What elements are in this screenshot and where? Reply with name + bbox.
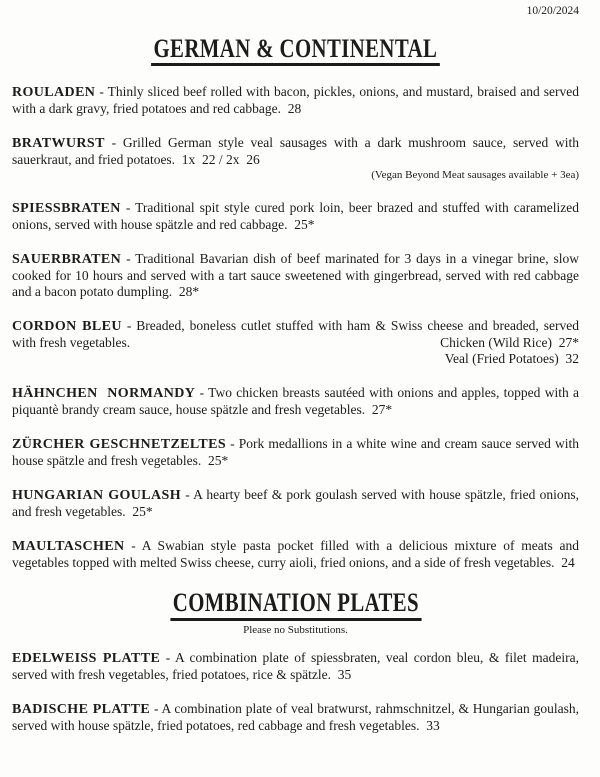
price-option-chicken: Chicken (Wild Rice) 27* xyxy=(440,335,579,351)
menu-item-cordon-bleu xyxy=(12,318,579,367)
price-option-veal: Veal (Fried Potatoes) 32 xyxy=(444,351,579,367)
menu-item-edelweiss-platte xyxy=(12,650,579,683)
item-description: - A combination plate of spiessbraten, veal cordon bleu, & filet madeira, served with fresh vegetables, fried potatoes, rice & spätzle. 35 xyxy=(12,649,580,682)
item-name: EDELWEISS PLATTE xyxy=(12,650,161,666)
section-title-combination-plates: COMBINATION PLATES xyxy=(170,589,421,620)
item-name: BADISCHE PLATTE xyxy=(12,701,151,717)
item-name: CORDON BLEU xyxy=(12,319,122,335)
item-description: - Breaded, boneless cutlet stuffed with ham & Swiss cheese and breaded, served with fresh vegetables. xyxy=(12,318,580,351)
menu-date: 10/20/2024 xyxy=(526,5,579,17)
menu-item-rouladen xyxy=(12,84,579,117)
item-name: HUNGARIAN GOULASH xyxy=(12,488,182,504)
item-description: - Traditional spit style cured pork loin, beer brazed and stuffed with caramelized onions, served with house spätzle and red cabbage. 25* xyxy=(12,200,579,233)
menu-item-bratwurst xyxy=(12,135,579,182)
menu-item-maultaschen xyxy=(12,538,579,571)
menu-item-haehnchen-normandy xyxy=(12,385,579,418)
item-name: HÄHNCHEN NORMANDY xyxy=(12,386,196,402)
item-description: - Two chicken breasts sautéed with onions and apples, topped with a piquantè brandy cream sauce, house spätzle and fresh vegetables. 27* xyxy=(12,385,580,418)
menu-item-sauerbraten xyxy=(12,251,579,300)
menu-item-badische-platte xyxy=(12,701,579,734)
item-description: - Traditional Bavarian dish of beef marinated for 3 days in a vinegar brine, slow cooked for 10 hours and served with a tart sauce sweetened with gingerbread, served with red cabbage and a bacon potato dumpling. 28* xyxy=(12,251,579,300)
item-description: - Thinly sliced beef rolled with bacon, pickles, onions, and mustard, braised and served with a dark gravy, fried potatoes and red cabbage. 28 xyxy=(12,84,579,117)
item-description: - A combination plate of veal bratwurst, rahmschnitzel, & Hungarian goulash, served with house spätzle, fried potatoes, red cabbage and fresh vegetables. 33 xyxy=(12,700,579,733)
item-description: - A Swabian style pasta pocket filled with a delicious mixture of meats and vegetables topped with melted Swiss cheese, curry aioli, fried onions, and a side of fresh vegetables. 24 xyxy=(12,538,580,571)
item-description: - Pork medallions in a white wine and cream sauce served with house spätzle and fresh vegetables. 25* xyxy=(12,436,579,469)
item-name: SAUERBRATEN xyxy=(12,252,122,268)
menu-item-hungarian-goulash xyxy=(12,487,579,520)
section-header-german-continental xyxy=(12,35,579,66)
section-title-german-continental: GERMAN & CONTINENTAL xyxy=(151,35,440,66)
item-name: BRATWURST xyxy=(12,136,105,152)
menu-item-spiessbraten xyxy=(12,200,579,233)
item-description: - Grilled German style veal sausages with a dark mushroom sauce, served with sauerkraut, and fried potatoes. 1x 22 / 2x 26 xyxy=(12,135,579,168)
item-name: ZÜRCHER GESCHNETZELTES xyxy=(12,437,227,453)
section-header-combination-plates xyxy=(12,589,579,636)
menu-item-zuercher-geschnetzeltes xyxy=(12,436,579,469)
section-subtitle: Please no Substitutions. xyxy=(243,623,348,636)
item-name: ROULADEN xyxy=(12,85,96,101)
item-name: SPIESSBRATEN xyxy=(12,201,121,217)
vegan-note: (Vegan Beyond Meat sausages available + 3ea) xyxy=(371,169,579,182)
item-description: - A hearty beef & pork goulash served with house spätzle, fried onions, and fresh vegetables. 25* xyxy=(12,487,579,520)
item-name: MAULTASCHEN xyxy=(12,539,125,555)
